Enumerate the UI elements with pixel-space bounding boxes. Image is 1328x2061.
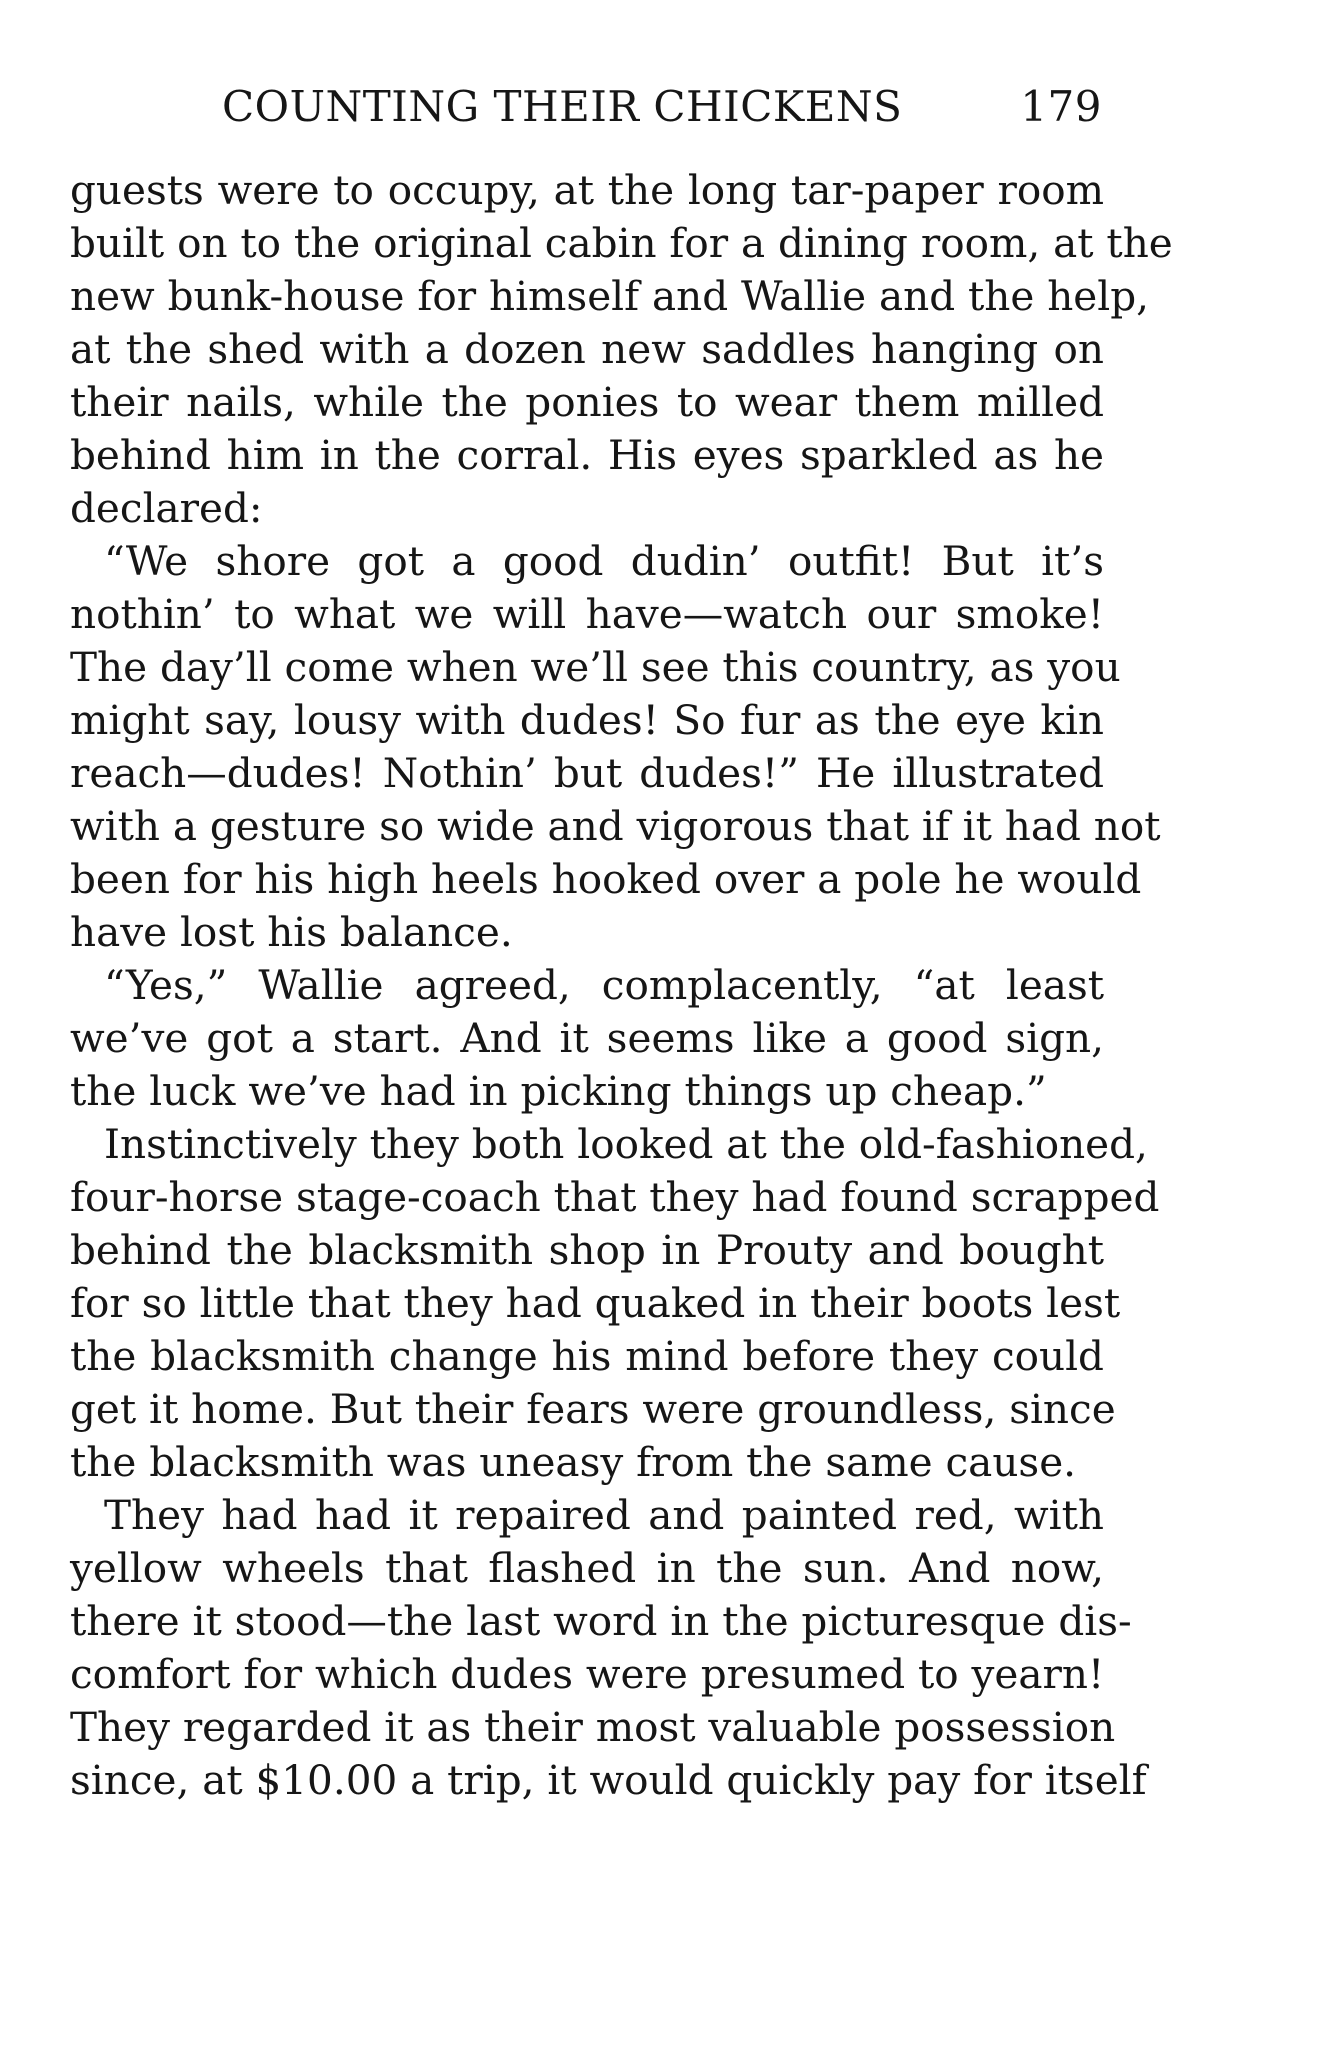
- text-line: we’ve got a start. And it seems like a good sign,: [70, 1014, 1104, 1062]
- text-line: comfort for which dudes were presumed to yearn!: [70, 1650, 1105, 1698]
- text-line: They had had it repaired and painted red, with: [104, 1491, 1104, 1539]
- text-line: They regarded it as their most valuable possession: [70, 1703, 1116, 1751]
- text-line: their nails, while the ponies to wear them milled: [70, 378, 1104, 426]
- text-line: built on to the original cabin for a dining room, at the: [70, 219, 1173, 267]
- text-line: new bunk-house for himself and Wallie and the help,: [70, 272, 1150, 320]
- page-number: 179: [1020, 82, 1102, 131]
- running-head: [222, 82, 1102, 138]
- text-line: the blacksmith change his mind before they could: [70, 1332, 1104, 1380]
- text-line: reach—dudes! Nothin’ but dudes!” He illustrated: [70, 749, 1104, 797]
- text-line: the blacksmith was uneasy from the same cause.: [70, 1438, 1077, 1486]
- text-line: “We shore got a good dudin’ outfit! But it’s: [104, 537, 1104, 585]
- text-line: there it stood—the last word in the picturesque dis-: [70, 1597, 1132, 1645]
- text-line: might say, lousy with dudes! So fur as the eye kin: [70, 696, 1104, 744]
- text-line: have lost his balance.: [70, 908, 513, 956]
- text-line: been for his high heels hooked over a pole he would: [70, 855, 1142, 903]
- text-line: Instinctively they both looked at the old-fashioned,: [104, 1120, 1148, 1168]
- text-line: behind the blacksmith shop in Prouty and bought: [70, 1226, 1104, 1274]
- text-line: behind him in the corral. His eyes sparkled as he: [70, 431, 1104, 479]
- text-line: “Yes,” Wallie agreed, complacently, “at least: [104, 961, 1104, 1009]
- text-line: get it home. But their fears were groundless, since: [70, 1385, 1116, 1433]
- text-line: The day’ll come when we’ll see this country, as you: [70, 643, 1121, 691]
- text-line: nothin’ to what we will have—watch our smoke!: [70, 590, 1104, 638]
- text-line: the luck we’ve had in picking things up cheap.”: [70, 1067, 1047, 1115]
- text-line: declared:: [70, 484, 263, 532]
- text-line: for so little that they had quaked in their boots lest: [70, 1279, 1121, 1327]
- text-line: with a gesture so wide and vigorous that if it had not: [70, 802, 1161, 850]
- text-line: four-horse stage-coach that they had found scrapped: [70, 1173, 1160, 1221]
- body-text: [70, 164, 1173, 1807]
- text-line: guests were to occupy, at the long tar-paper room: [70, 166, 1104, 214]
- text-line: yellow wheels that flashed in the sun. And now,: [70, 1544, 1104, 1592]
- chapter-title: COUNTING THEIR CHICKENS: [222, 82, 903, 131]
- text-line: since, at $10.00 a trip, it would quickly pay for itself: [70, 1756, 1147, 1804]
- text-line: at the shed with a dozen new saddles hanging on: [70, 325, 1104, 373]
